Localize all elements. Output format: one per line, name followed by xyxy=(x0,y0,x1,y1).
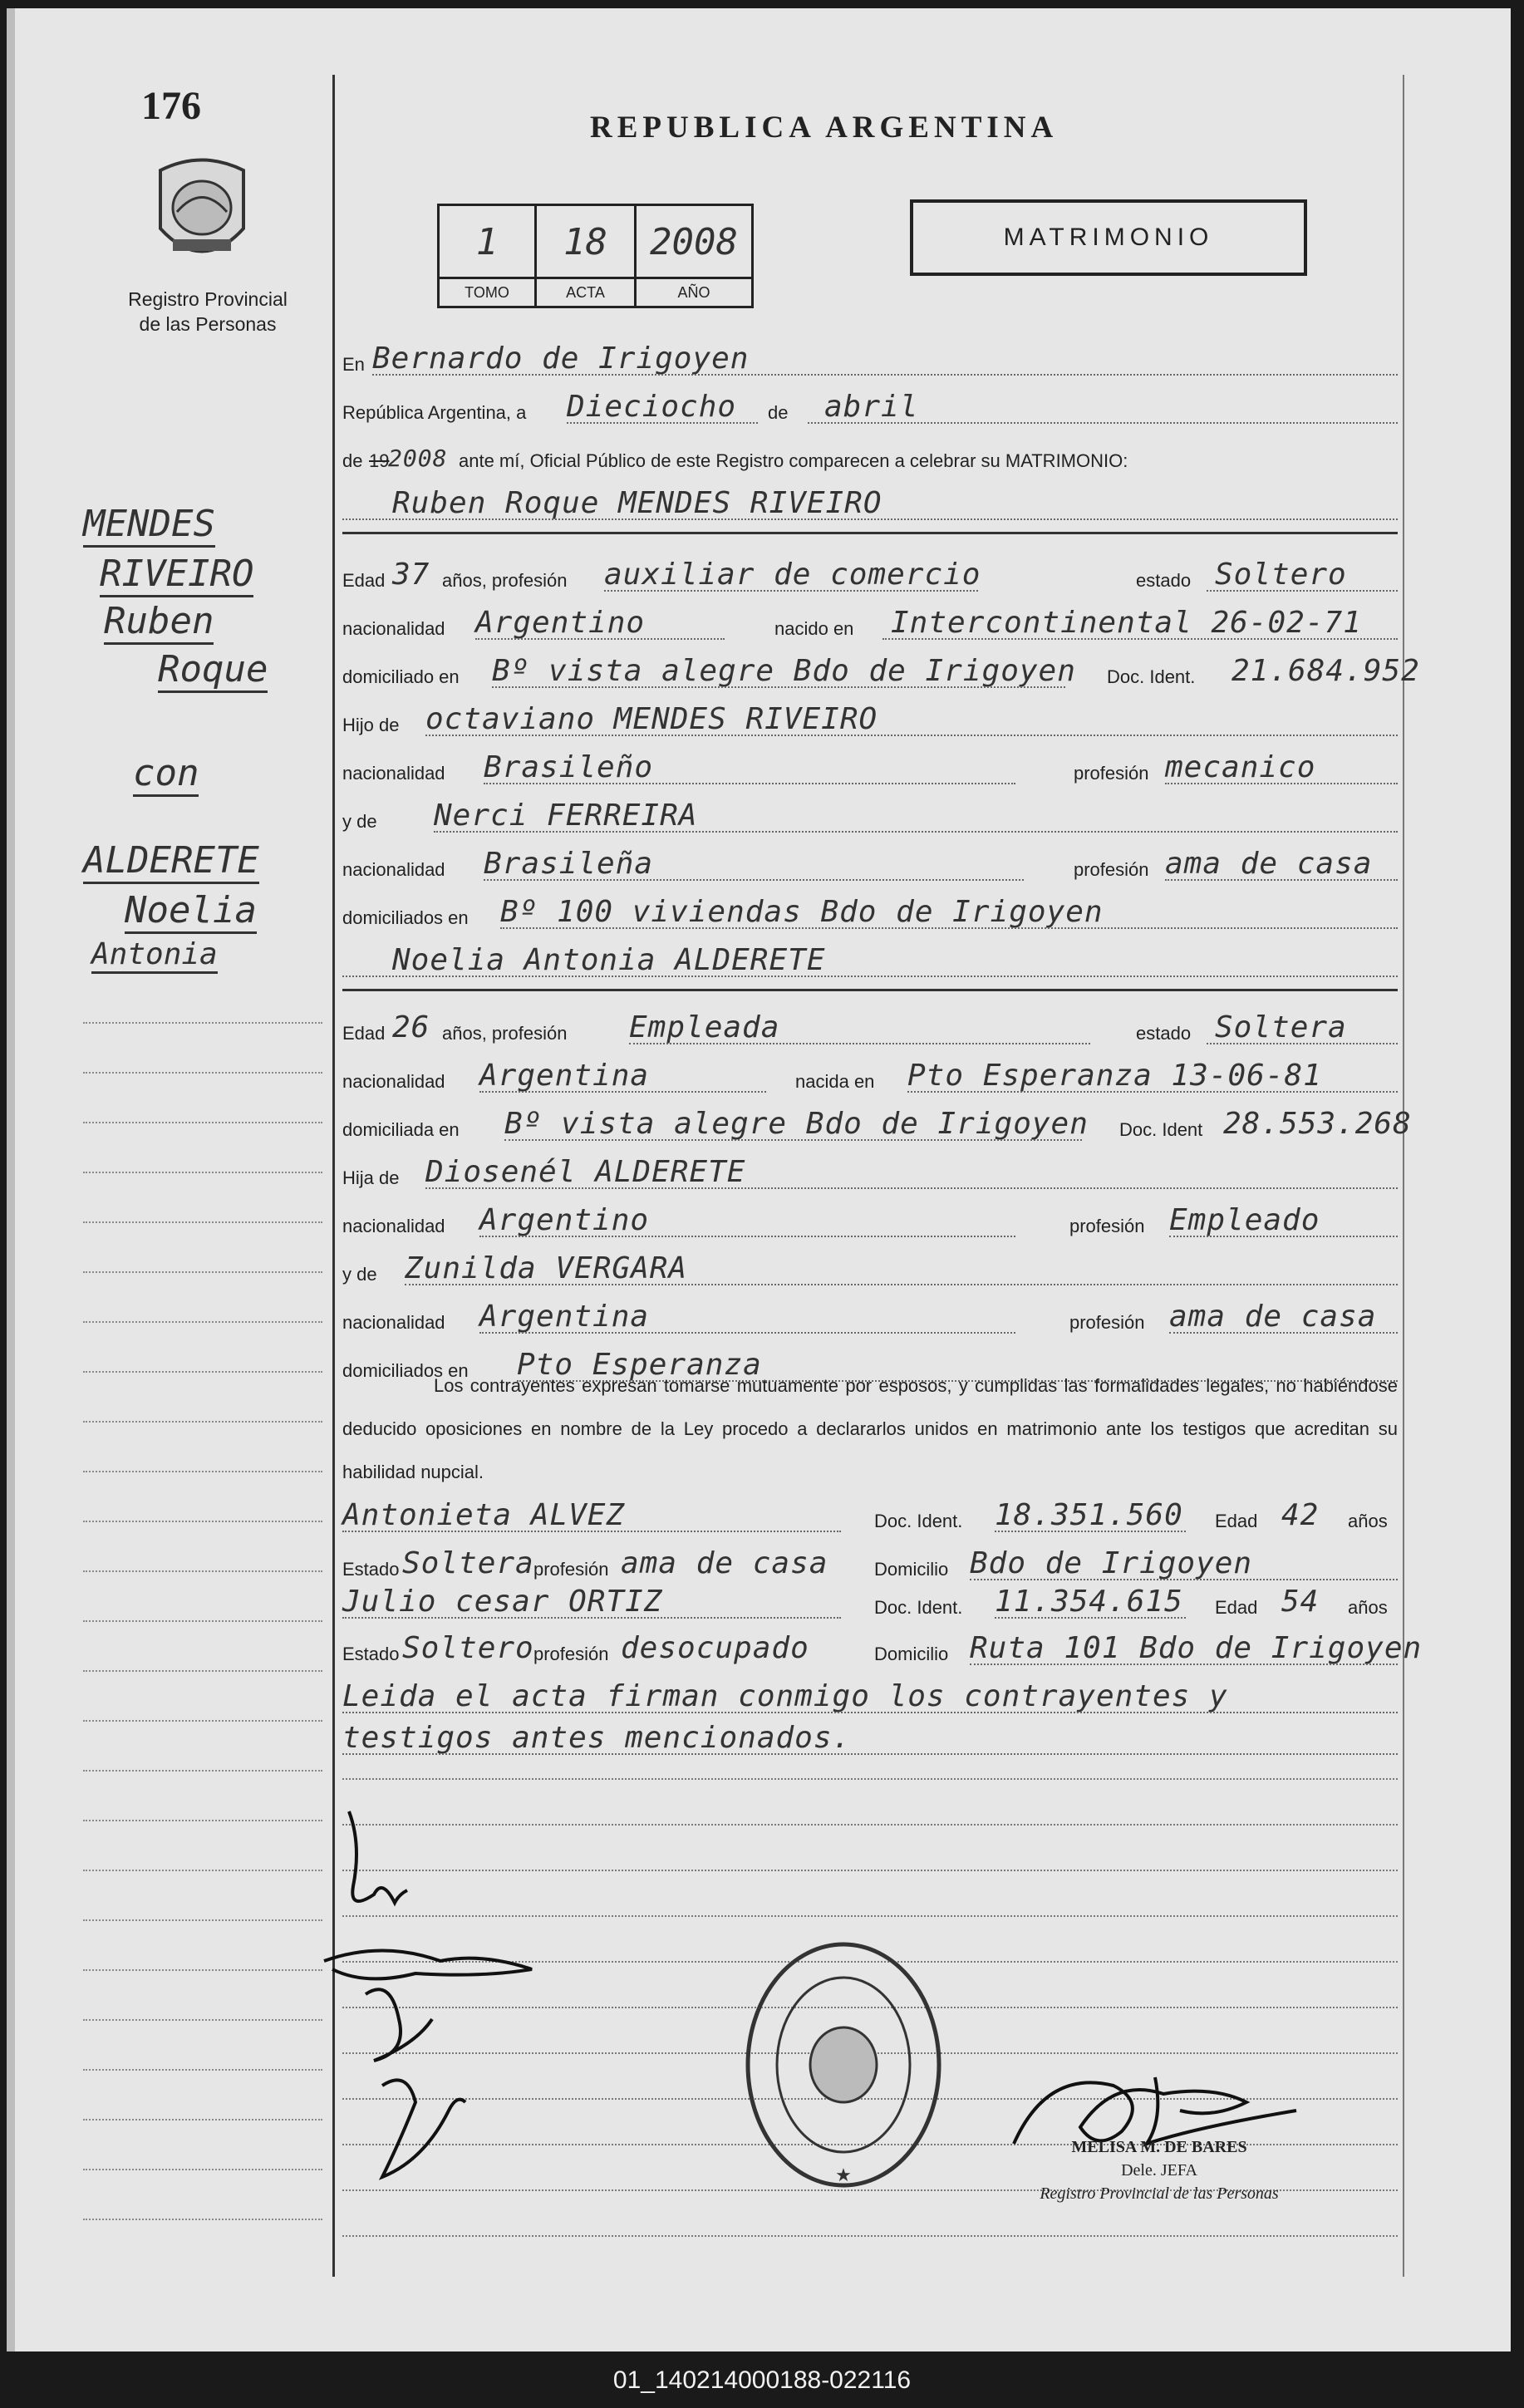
place-line: En Bernardo de Irigoyen xyxy=(342,332,1398,381)
margin-ruling xyxy=(83,1570,322,1572)
margin-ruling xyxy=(83,1072,322,1074)
margin-ruling xyxy=(83,1919,322,1921)
groom-father-line: Hijo de octaviano MENDES RIVEIRO xyxy=(342,693,1398,741)
groom-father-nat-line: nacionalidad Brasileño profesión mecanico xyxy=(342,741,1398,789)
margin-ruling xyxy=(83,1221,322,1223)
witness-1-line: Antonieta ALVEZ Doc. Ident. 18.351.560 Edad 42 años xyxy=(342,1498,1388,1532)
coat-of-arms-icon xyxy=(148,150,256,274)
margin-ruling xyxy=(83,1770,322,1772)
blank-ruling xyxy=(342,2235,1398,2237)
official-signature-block: MELISA M. DE BARES Dele. JEFA Registro Provincial de las Personas xyxy=(1040,2138,1279,2203)
margin-ruling xyxy=(83,1620,322,1622)
groom-name-line xyxy=(342,477,1398,525)
margin-ruling xyxy=(83,1022,322,1024)
page-number: 176 xyxy=(141,84,201,128)
groom-age-line: Edad 37 años, profesión auxiliar de comercio estado Soltero xyxy=(342,548,1398,597)
closing-line-1: Leida el acta firman conmigo los contrayentes y xyxy=(342,1670,1398,1718)
year-line: de 19 2008 ante mí, Oficial Público de este Registro comparecen a celebrar su MATRIMONIO: xyxy=(342,445,1128,472)
month-value: abril xyxy=(824,390,919,424)
tomo-value: 1 xyxy=(475,221,499,263)
margin-surname-3: ALDERETE xyxy=(83,839,259,884)
right-rule xyxy=(1403,75,1404,2277)
margin-given-4: Antonia xyxy=(91,937,218,974)
bride-parents-address-line: domiciliados en Pto Esperanza xyxy=(342,1339,1398,1387)
closing-line-2: testigos antes mencionados. xyxy=(342,1712,1398,1760)
margin-ruling xyxy=(83,1371,322,1373)
margin-surname-1: MENDES xyxy=(83,503,215,548)
ano-cell xyxy=(637,206,751,306)
margin-given-2: Roque xyxy=(158,648,268,693)
bride-address-line: domiciliada en Bº vista alegre Bdo de Irigoyen Doc. Ident 28.553.268 xyxy=(342,1107,1412,1141)
tomo-label: TOMO xyxy=(440,277,534,306)
bride-nationality-line: nacionalidad Argentina nacida en Pto Esperanza 13-06-81 xyxy=(342,1049,1398,1098)
ano-value: 2008 xyxy=(650,221,738,263)
groom-address-line: domiciliado en Bº vista alegre Bdo de Irigoyen Doc. Ident. 21.684.952 xyxy=(342,654,1420,688)
official-stamp-icon xyxy=(740,1936,947,2194)
margin-ruling xyxy=(83,2169,322,2170)
signatures-icon xyxy=(316,1795,565,2210)
bride-father-line: Hija de Diosenél ALDERETE xyxy=(342,1146,1398,1194)
date-line: República Argentina, a Dieciocho de abril xyxy=(342,381,1398,429)
margin-ruling xyxy=(83,1720,322,1722)
margin-ruling xyxy=(83,1820,322,1821)
bride-name-line xyxy=(342,934,1398,982)
margin-ruling xyxy=(83,1870,322,1871)
margin-ruling xyxy=(83,1271,322,1273)
margin-given-3: Noelia xyxy=(125,889,257,934)
acta-cell xyxy=(537,206,637,306)
country-title: REPUBLICA ARGENTINA xyxy=(590,111,1059,145)
margin-ruling xyxy=(83,1421,322,1423)
margin-ruling xyxy=(83,2219,322,2220)
margin-surname-2: RIVEIRO xyxy=(100,553,253,597)
act-type-box: MATRIMONIO xyxy=(910,199,1307,276)
section-separator xyxy=(342,532,1398,534)
image-identifier: 01_140214000188-022116 xyxy=(612,2366,912,2394)
witness-2-detail-line: Estado Soltero profesión desocupado Domicilio Ruta 101 Bdo de Irigoyen xyxy=(342,1631,1423,1665)
groom-mother-line: y de Nerci FERREIRA xyxy=(342,789,1398,838)
margin-ruling xyxy=(83,1670,322,1672)
place-value: Bernardo de Irigoyen xyxy=(372,342,750,376)
groom-mother-nat-line: nacionalidad Brasileña profesión ama de casa xyxy=(342,838,1398,886)
reference-table xyxy=(437,204,754,308)
bride-mother-line: y de Zunilda VERGARA xyxy=(342,1242,1398,1290)
section-separator xyxy=(342,989,1398,991)
bride-mother-nat-line: nacionalidad Argentina profesión ama de casa xyxy=(342,1290,1398,1339)
year-value: 2008 xyxy=(388,445,448,472)
groom-parents-address-line: domiciliados en Bº 100 viviendas Bdo de Irigoyen xyxy=(342,886,1398,934)
groom-nationality-line: nacionalidad Argentino nacido en Intercontinental 26-02-71 xyxy=(342,597,1398,645)
margin-ruling xyxy=(83,1321,322,1323)
margin-con: con xyxy=(133,752,199,797)
margin-ruling xyxy=(83,2119,322,2121)
svg-text:★: ★ xyxy=(835,2165,852,2185)
ano-label: AÑO xyxy=(637,277,751,306)
witness-1-detail-line: Estado Soltera profesión ama de casa Domicilio Bdo de Irigoyen xyxy=(342,1537,1398,1585)
margin-ruling xyxy=(83,1172,322,1173)
margin-ruling xyxy=(83,1471,322,1472)
margin-given-1: Ruben xyxy=(104,600,214,645)
acta-label: ACTA xyxy=(537,277,634,306)
acta-value: 18 xyxy=(563,221,607,263)
bride-father-nat-line: nacionalidad Argentino profesión Empleado xyxy=(342,1194,1398,1242)
day-value: Dieciocho xyxy=(567,390,737,424)
margin-ruling xyxy=(83,1122,322,1123)
blank-ruling xyxy=(342,1778,1398,1780)
declaration-text: Los contrayentes expresan tomarse mutuamente por esposos, y cumplidas las formalidades legales, no habiéndose deducido oposiciones en nombre de la Ley procedo a declararlos unidos en matrimonio ante los testigos que acreditan su habilidad nupcial. xyxy=(342,1375,1398,1482)
witness-2-line: Julio cesar ORTIZ Doc. Ident. 11.354.615 Edad 54 años xyxy=(342,1585,1388,1619)
margin-ruling xyxy=(83,2069,322,2071)
tomo-cell xyxy=(440,206,537,306)
bride-age-line: Edad 26 años, profesión Empleada estado Soltera xyxy=(342,1001,1398,1049)
registry-name: Registro Provincial de las Personas xyxy=(128,288,288,335)
bride-name: Noelia Antonia ALDERETE xyxy=(392,943,826,977)
margin-ruling xyxy=(83,2019,322,2021)
groom-name: Ruben Roque MENDES RIVEIRO xyxy=(392,486,882,520)
margin-ruling xyxy=(83,1521,322,1522)
margin-ruling xyxy=(83,1969,322,1971)
